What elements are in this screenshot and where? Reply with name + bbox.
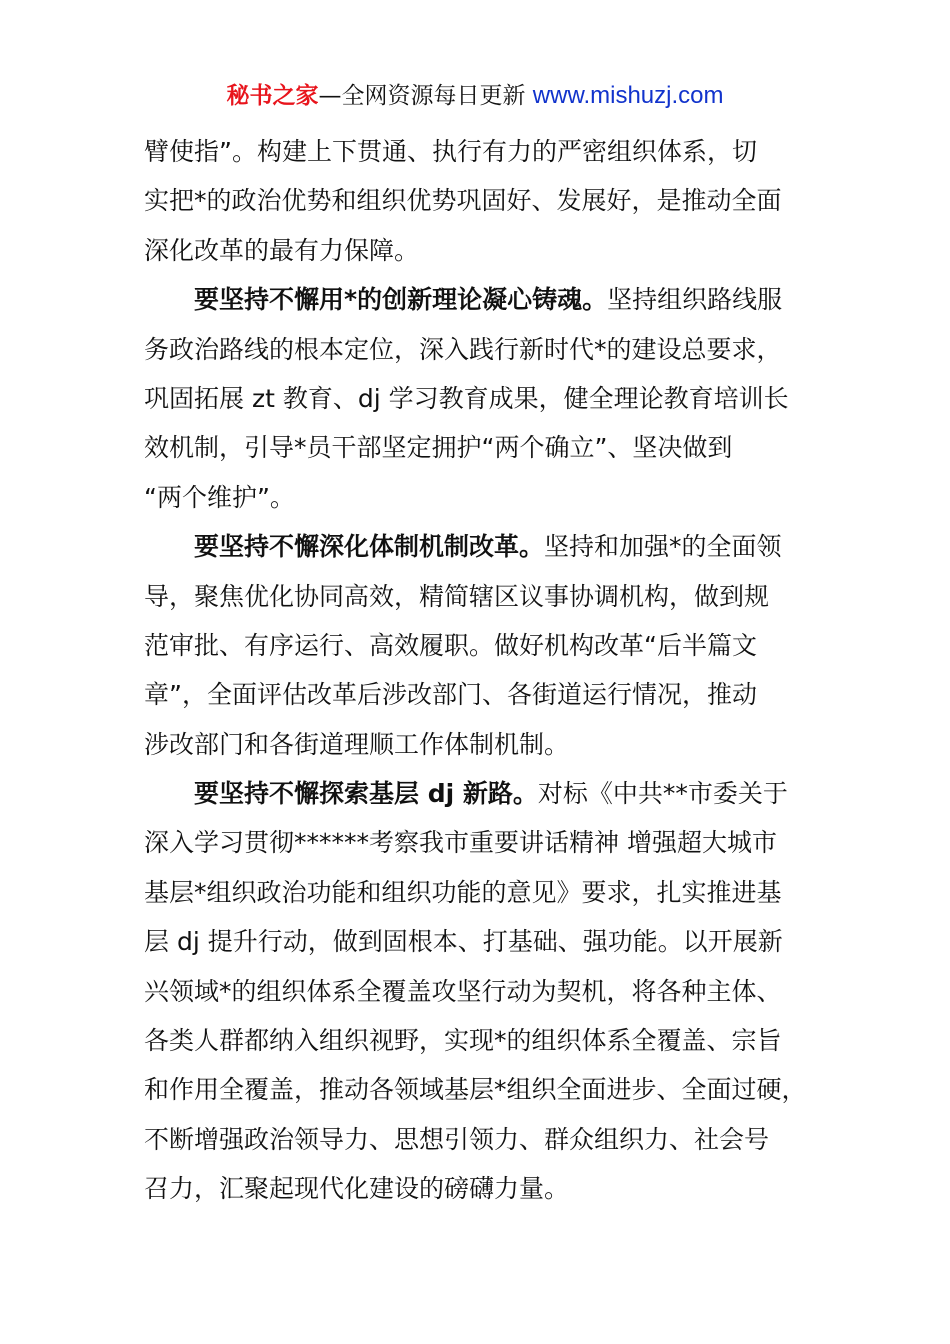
text-line: 层 dj 提升行动，做到固根本、打基础、强功能。以开展新 <box>144 927 783 957</box>
paragraph <box>144 127 834 275</box>
site-header <box>0 80 950 112</box>
document-body <box>144 127 834 1214</box>
site-brand: 秘书之家 <box>226 83 319 109</box>
text-run: 对标《中共**市委关于 <box>537 779 788 809</box>
text-line: 臂使指”。构建上下贯通、执行有力的严密组织体系，切 <box>144 137 757 166</box>
text-line: 不断增强政治领导力、思想引领力、群众组织力、社会号 <box>144 1124 770 1154</box>
text-line: 深入学习贯彻******考察我市重要讲话精神 增强超大城市 <box>144 828 777 858</box>
text-line: 实把*的政治优势和组织优势巩固好、发展好，是推动全面 <box>144 186 782 216</box>
paragraph-first-line <box>144 275 834 324</box>
text-line: 范审批、有序运行、高效履职。做好机构改革“后半篇文 <box>144 630 757 660</box>
text-run: 坚持组织路线服 <box>607 285 783 315</box>
text-line: 效机制，引导*员干部坚定拥护“两个确立”、坚决做到 <box>144 433 733 463</box>
paragraph <box>144 275 834 522</box>
text-line: 基层*组织政治功能和组织功能的意见》要求，扎实推进基 <box>144 877 782 907</box>
paragraph-first-line <box>144 522 834 571</box>
text-run: 坚持和加强*的全面领 <box>544 532 782 562</box>
paragraph-first-line <box>144 769 834 818</box>
paragraph-heading: 要坚持不懈用*的创新理论凝心铸魂。 <box>194 285 608 315</box>
text-line: 各类人群都纳入组织视野，实现*的组织体系全覆盖、宗旨 <box>144 1026 782 1056</box>
text-line: 和作用全覆盖，推动各领域基层*组织全面进步、全面过硬， <box>144 1075 807 1105</box>
text-line: 章”，全面评估改革后涉改部门、各街道运行情况，推动 <box>144 680 757 710</box>
paragraph <box>144 522 834 769</box>
paragraph-heading: 要坚持不懈深化体制机制改革。 <box>194 532 545 562</box>
text-line: 巩固拓展 zt 教育、dj 学习教育成果，健全理论教育培训长 <box>144 383 789 413</box>
text-line: 兴领域*的组织体系全覆盖攻坚行动为契机，将各种主体、 <box>144 976 782 1006</box>
site-tagline: —全网资源每日更新 <box>318 83 526 109</box>
text-line: “两个维护”。 <box>144 482 295 512</box>
site-url-link[interactable]: www.mishuzj.com <box>532 82 724 109</box>
paragraph <box>144 769 834 1214</box>
text-line: 召力，汇聚起现代化建设的磅礴力量。 <box>144 1174 570 1204</box>
text-line: 深化改革的最有力保障。 <box>144 235 420 265</box>
text-line: 涉改部门和各街道理顺工作体制机制。 <box>144 729 570 759</box>
text-line: 导，聚焦优化协同高效，精简辖区议事协调机构，做到规 <box>144 581 770 611</box>
text-line: 务政治路线的根本定位，深入践行新时代*的建设总要求， <box>144 334 782 364</box>
paragraph-heading: 要坚持不懈探索基层 dj 新路。 <box>194 779 538 809</box>
